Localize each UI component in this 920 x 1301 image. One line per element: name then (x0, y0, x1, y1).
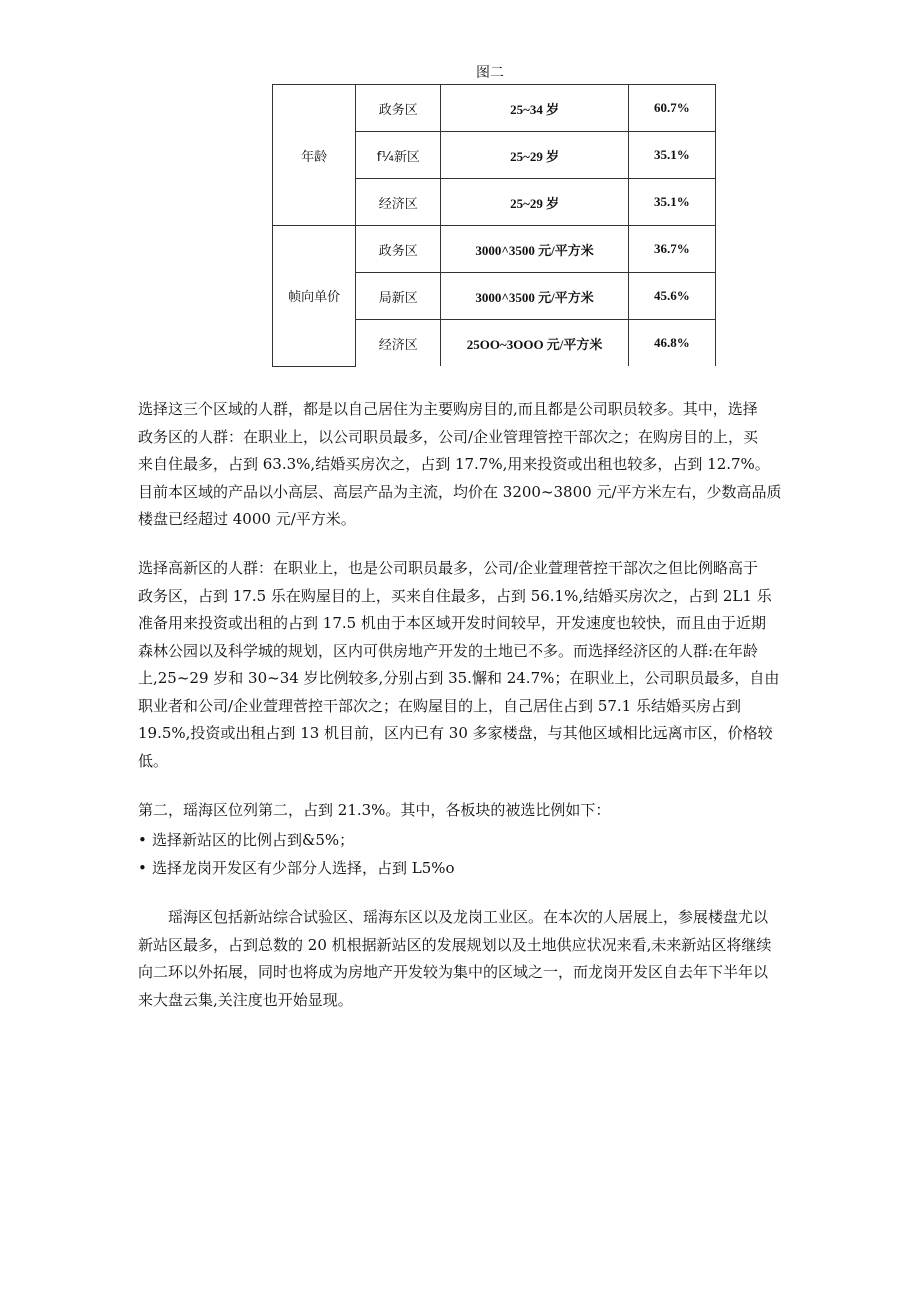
paragraph-line: 选择高新区的人群：在职业上，也是公司职员最多，公司/企业萱理菅控干部次之但比例略高于 (138, 559, 759, 577)
area-cell: 局新区 (356, 273, 441, 320)
percent-cell: 36.7% (628, 226, 715, 273)
paragraph-line: 低。 (138, 751, 169, 770)
paragraph-line: 瑶海区包括新站综合试验区、瑶海东区以及龙岗工业区。在本次的人居展上，参展楼盘尤以 (168, 908, 769, 926)
paragraph-line: 来自住最多，占到 63.3%,结婚买房次之，占到 17.7%,用来投资或出租也较多，占到 12.7%。 (138, 455, 770, 473)
bullet-item (138, 856, 455, 880)
bullet-item (138, 828, 354, 852)
area-cell: 经济区 (356, 179, 441, 226)
paragraph-2 (138, 555, 788, 775)
value-cell: 3000^3500 元/平方米 (441, 226, 628, 273)
area-cell: 政务区 (356, 226, 441, 273)
paragraph-line: 目前本区域的产品以小高层、高层产品为主流，均价在 3200~3800 元/平方米左右，少数高品质 (138, 482, 782, 501)
value-cell: 25~34 岁 (441, 85, 628, 132)
table-row (273, 226, 716, 273)
percent-cell: 60.7% (628, 85, 715, 132)
percent-cell: 45.6% (628, 273, 715, 320)
area-cell: 经济区 (356, 320, 441, 367)
paragraph-line: 向二环以外拓展，同时也将成为房地产开发较为集中的区域之一，而龙岗开发区自去年下半年以 (138, 963, 769, 981)
value-cell: 25~29 岁 (441, 179, 628, 226)
paragraph-line: 准备用来投资或出租的占到 17.5 机由于本区域开发时间较早，开发速度也较快，而且由于近期 (138, 614, 766, 632)
bullet-icon: • (138, 831, 147, 849)
value-cell: 3000^3500 元/平方米 (441, 273, 628, 320)
table-caption: 图二 (476, 65, 504, 81)
value-cell: 25~29 岁 (441, 132, 628, 179)
bullet-text: 选择新站区的比例占到&5%； (152, 831, 355, 849)
group-label-price: 帧向单价 (273, 226, 356, 367)
paragraph-line: 楼盘已经超过 4000 元/平方米。 (138, 510, 356, 528)
paragraph-line: 19.5%,投资或出租占到 13 机目前，区内已有 30 多家楼盘，与其他区域相比远离市区，价格较 (138, 724, 773, 742)
paragraph-line: 职业者和公司/企业萱理菅控干部次之；在购屋目的上，自己居住占到 57.1 乐结婚买房占到 (138, 696, 741, 715)
bullet-text: 选择龙岗开发区有少部分人选择，占到 L5%o (152, 859, 455, 877)
table-row (273, 85, 716, 132)
paragraph-3 (138, 797, 788, 825)
value-cell: 25OO~3OOO 元/平方米 (441, 320, 628, 367)
percent-cell: 35.1% (628, 179, 715, 226)
paragraph-line: 新站区最多，占到总数的 20 机根据新站区的发展规划以及土地供应状况来看,未来新站区将继续 (138, 935, 772, 954)
paragraph-line: 森林公园以及科学城的规划，区内可供房地产开发的土地已不多。而选择经济区的人群:在年龄 (138, 641, 759, 660)
paragraph-line: 政务区，占到 17.5 乐在购屋目的上，买来自住最多，占到 56.1%,结婚买房次之，占到 2L1 乐 (138, 586, 772, 605)
area-cell: f¼新区 (356, 132, 441, 179)
group-label-age: 年龄 (273, 85, 356, 226)
paragraph-line: 政务区的人群：在职业上，以公司职员最多，公司/企业管理管控干部次之；在购房目的上，买 (138, 427, 759, 446)
paragraph-line: 第二，瑶海区位列第二，占到 21.3%。其中，各板块的被选比例如下： (138, 801, 611, 819)
percent-cell: 35.1% (628, 132, 715, 179)
paragraph-4 (138, 904, 788, 1014)
area-cell: 政务区 (356, 85, 441, 132)
bullet-icon: • (138, 859, 147, 877)
paragraph-1 (138, 396, 788, 534)
paragraph-line: 选择这三个区域的人群，都是以自己居住为主要购房目的,而且都是公司职员较多。其中，选择 (138, 400, 758, 418)
percent-cell: 46.8% (628, 320, 715, 367)
paragraph-line: 上,25~29 岁和 30~34 岁比例较多,分别占到 35.懈和 24.7%；在职业上，公司职员最多，自由 (138, 669, 780, 687)
survey-table (272, 84, 716, 367)
paragraph-line: 来大盘云集,关注度也开始显现。 (138, 990, 353, 1009)
